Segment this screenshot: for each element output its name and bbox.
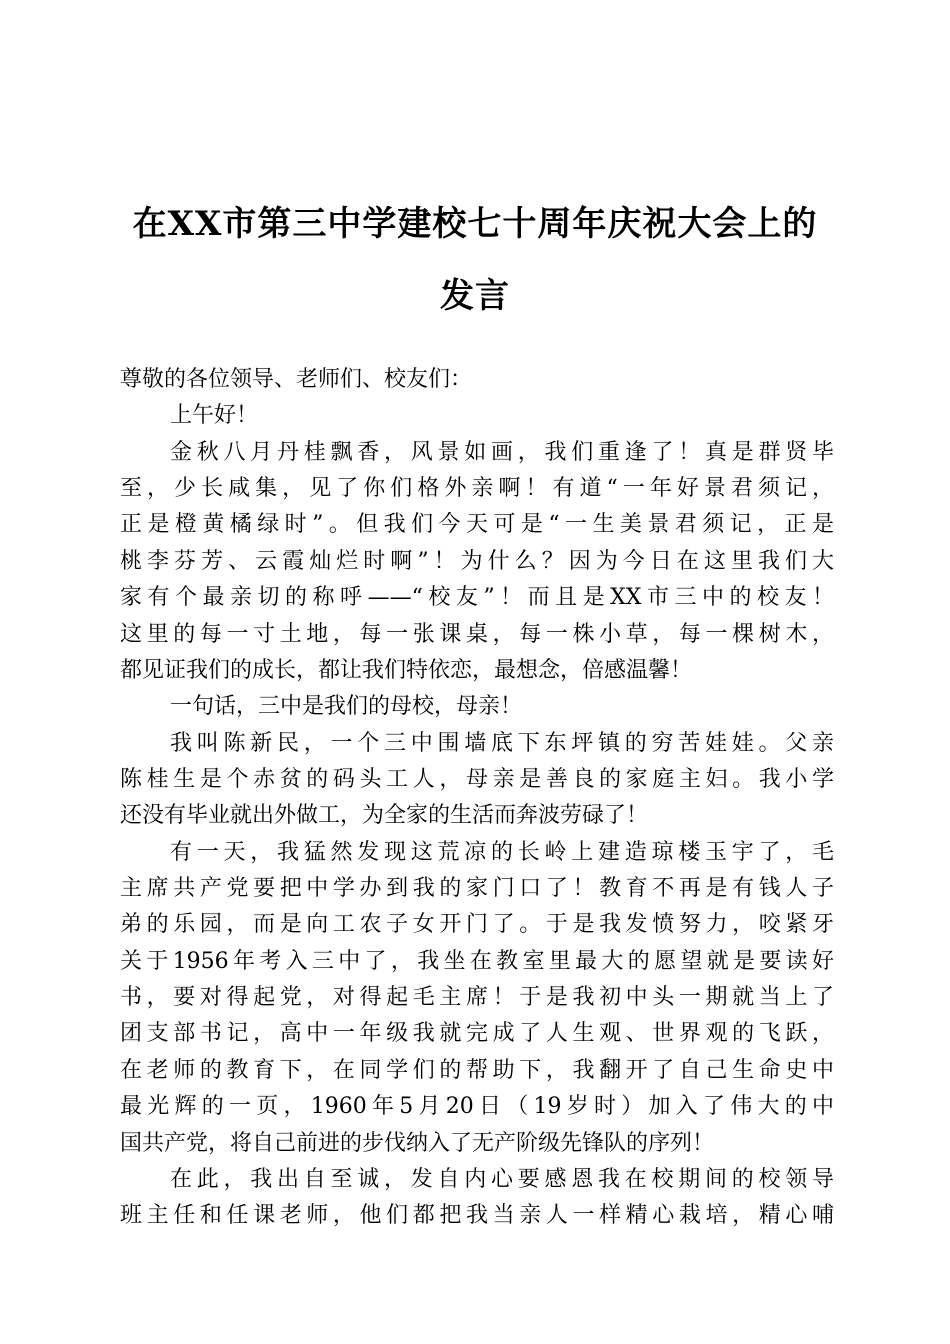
paragraph bbox=[120, 362, 834, 398]
text-line: 在此，我出自至诚，发自内心要感恩我在校期间的校领导 bbox=[170, 1166, 834, 1192]
text-line: 国共产党，将自己前进的步伐纳入了无产阶级先锋队的序列！ bbox=[120, 1130, 715, 1156]
text-line: 都见证我们的成长，都让我们特依恋，最想念，倍感温馨！ bbox=[120, 657, 693, 683]
text-line: 有一天，我猛然发现这荒凉的长岭上建造琼楼玉宇了，毛 bbox=[170, 839, 834, 865]
text-line: 我叫陈新民，一个三中围墙底下东坪镇的穷苦娃娃。父亲 bbox=[170, 730, 834, 756]
text-line: 金秋八月丹桂飘香，风景如画，我们重逢了！真是群贤毕 bbox=[170, 439, 834, 465]
text-line: 尊敬的各位领导、老师们、校友们： bbox=[120, 367, 473, 392]
text-line: 在老师的教育下，在同学们的帮助下，我翻开了自己生命史中 bbox=[120, 1057, 834, 1083]
text-line: 关于1956年考入三中了，我坐在教室里最大的愿望就是要读好 bbox=[120, 948, 834, 974]
text-line: 团支部书记，高中一年级我就完成了人生观、世界观的飞跃， bbox=[120, 1021, 834, 1047]
text-line: 最光辉的一页，1960年5月20日（19岁时）加入了伟大的中 bbox=[120, 1094, 834, 1120]
document-title-line-1: 在XX市第三中学建校七十周年庆祝大会上的 bbox=[132, 204, 818, 244]
text-line: 陈桂生是个赤贫的码头工人，母亲是善良的家庭主妇。我小学 bbox=[120, 766, 834, 792]
text-line: 一句话，三中是我们的母校，母亲！ bbox=[170, 694, 523, 720]
text-line: 书，要对得起党，对得起毛主席！于是我初中头一期就当上了 bbox=[120, 985, 834, 1011]
paragraph bbox=[120, 435, 834, 690]
text-line: 上午好！ bbox=[170, 403, 259, 429]
text-line: 班主任和任课老师，他们都把我当亲人一样精心栽培，精心哺 bbox=[120, 1203, 834, 1229]
document-body bbox=[120, 362, 834, 1235]
paragraph bbox=[120, 835, 834, 1162]
text-line: 弟的乐园，而是向工农子女开门了。于是我发愤努力，咬紧牙 bbox=[120, 912, 834, 938]
paragraph bbox=[120, 1162, 834, 1235]
document-title-line-2: 发言 bbox=[440, 276, 510, 316]
paragraph bbox=[120, 689, 834, 725]
text-line: 桃李芬芳、云霞灿烂时啊”！为什么？因为今日在这里我们大 bbox=[120, 548, 834, 574]
text-line: 正是橙黄橘绿时”。但我们今天可是“一生美景君须记，正是 bbox=[120, 512, 834, 538]
text-line: 这里的每一寸土地，每一张课桌，每一株小草，每一棵树木， bbox=[120, 621, 834, 647]
paragraph bbox=[120, 398, 834, 434]
text-line: 家有个最亲切的称呼——“校友”！而且是XX市三中的校友！ bbox=[120, 585, 834, 611]
text-line: 还没有毕业就出外做工，为全家的生活而奔波劳碌了！ bbox=[120, 803, 649, 829]
text-line: 主席共产党要把中学办到我的家门口了！教育不再是有钱人子 bbox=[120, 876, 834, 902]
paragraph bbox=[120, 726, 834, 835]
text-line: 至，少长咸集，见了你们格外亲啊！有道“一年好景君须记， bbox=[120, 476, 834, 502]
